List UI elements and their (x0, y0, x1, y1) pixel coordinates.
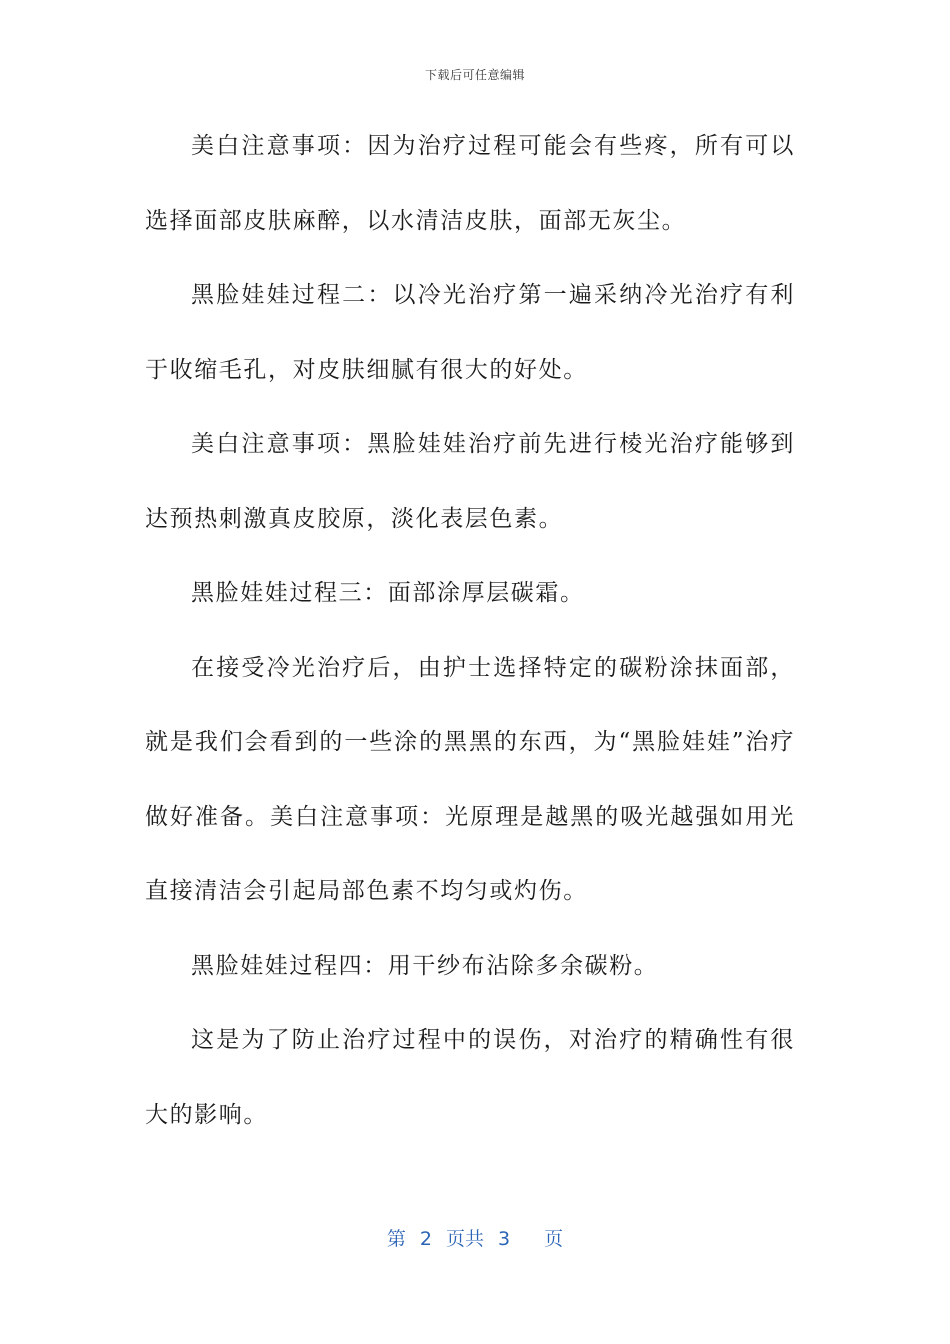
current-page-number: 2 (419, 1228, 432, 1250)
page-header: 下载后可任意编辑 (424, 68, 525, 82)
paragraph: 美白注意事项：因为治疗过程可能会有些疼，所有可以选择面部皮肤麻醉，以水清洁皮肤，面部无灰尘。 (145, 133, 795, 234)
page-footer (0, 1224, 950, 1251)
footer-suffix: 页 (544, 1228, 564, 1250)
footer-prefix: 第 (386, 1228, 406, 1250)
paragraph: 黑脸娃娃过程四：用干纱布沾除多余碳粉。 (191, 952, 659, 979)
document-body (145, 109, 795, 1152)
paragraph: 黑脸娃娃过程二：以冷光治疗第一遍采纳冷光治疗有利于收缩毛孔，对皮肤细腻有很大的好处。 (145, 282, 795, 383)
total-page-number: 3 (498, 1228, 511, 1250)
paragraph: 在接受冷光治疗后，由护士选择特定的碳粉涂抹面部，就是我们会看到的一些涂的黑黑的东西，为“黑脸娃娃”治疗做好准备。美白注意事项：光原理是越黑的吸光越强如用光直接清洁会引起局部色素不均匀或灼伤。 (145, 654, 795, 904)
paragraph: 美白注意事项：黑脸娃娃治疗前先进行棱光治疗能够到达预热刺激真皮胶原，淡化表层色素。 (145, 431, 795, 532)
paragraph: 这是为了防止治疗过程中的误伤，对治疗的精确性有很大的影响。 (145, 1027, 795, 1128)
paragraph: 黑脸娃娃过程三：面部涂厚层碳霜。 (191, 580, 585, 606)
footer-middle: 页共 (445, 1228, 484, 1250)
